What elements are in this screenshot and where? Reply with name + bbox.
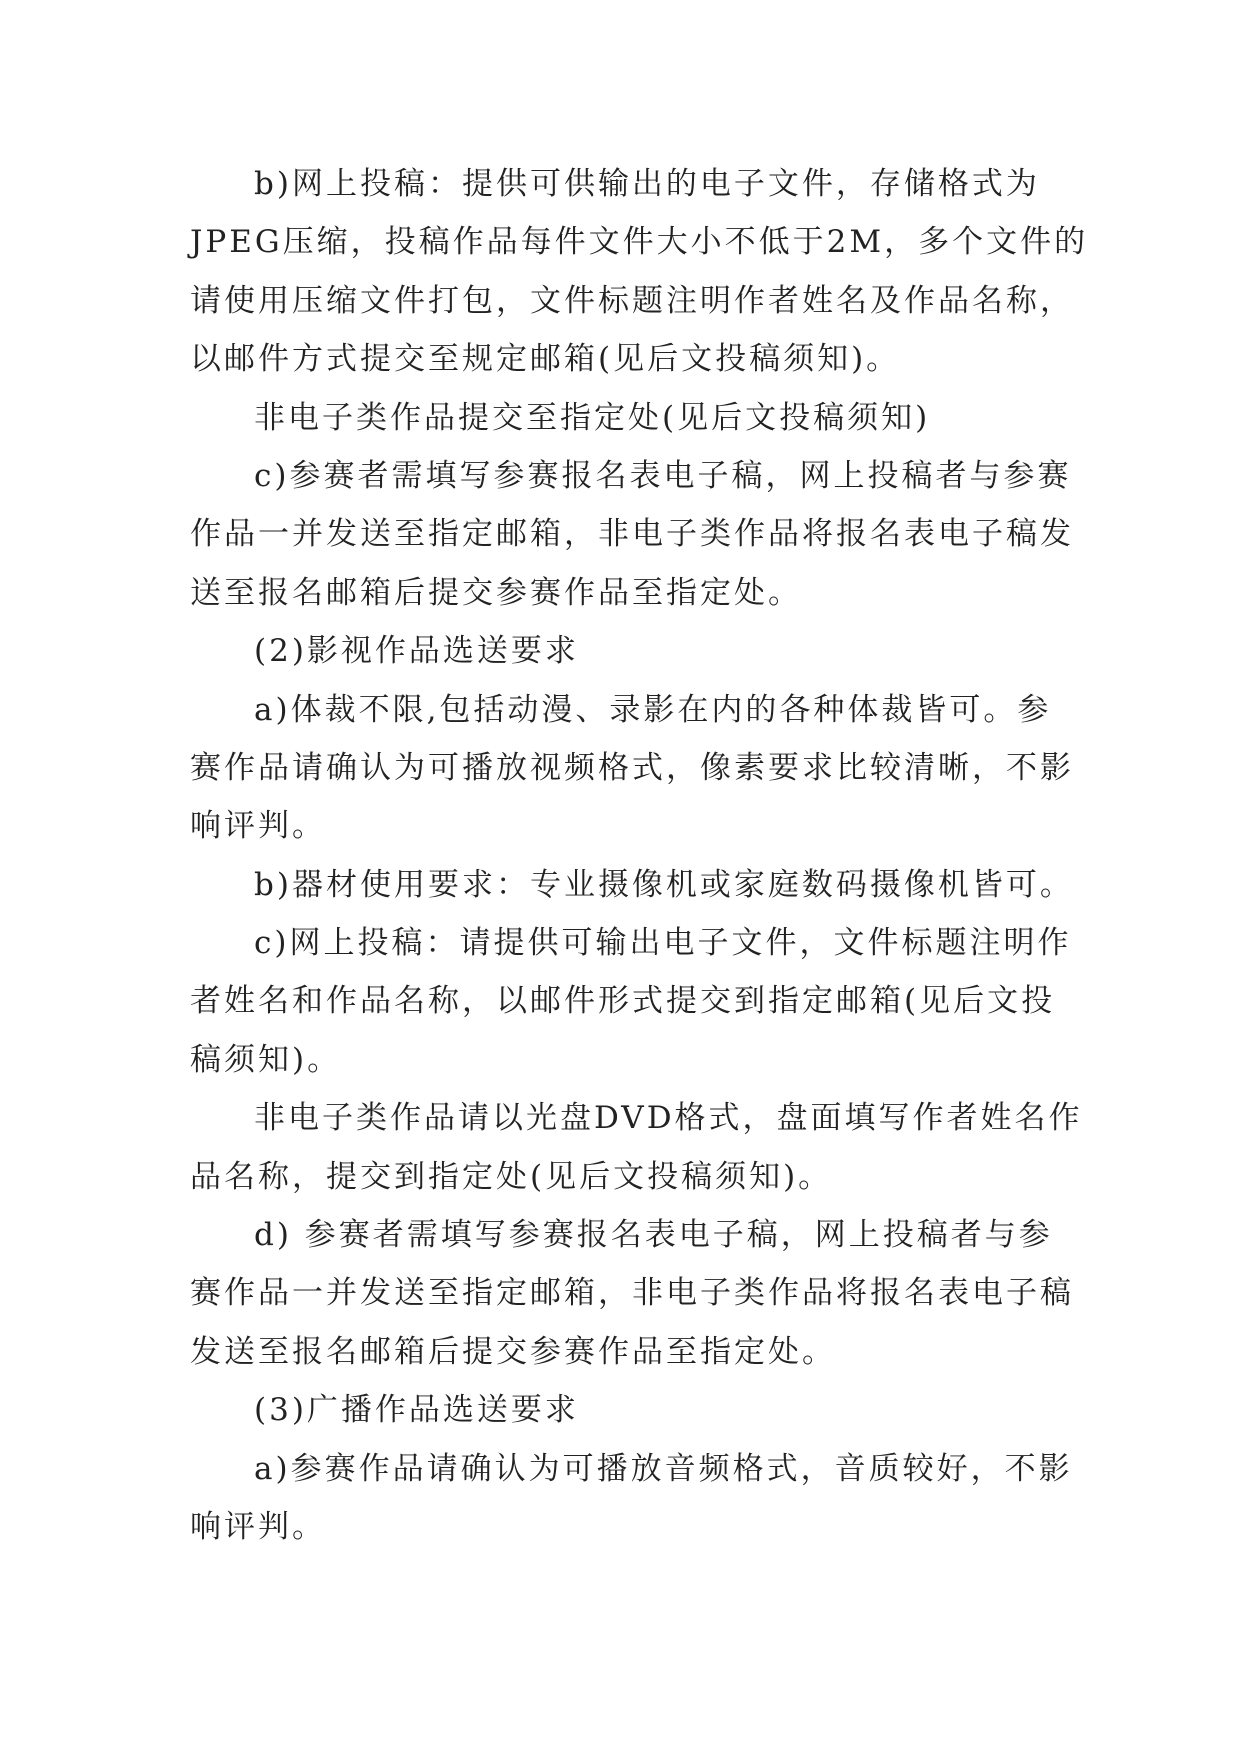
text-line: 非电子类作品请以光盘DVD格式，盘面填写作者姓名作 [254,1100,1083,1137]
text-line: 赛作品请确认为可播放视频格式，像素要求比较清晰，不影 [190,749,1074,786]
text-line: 响评判。 [190,808,326,845]
document-body [190,155,1089,1556]
text-line: 者姓名和作品名称，以邮件形式提交到指定邮箱(见后文投 [190,983,1056,1020]
text-line: JPEG压缩，投稿作品每件文件大小不低于2M，多个文件的 [190,224,1089,261]
text-line: b)器材使用要求：专业摄像机或家庭数码摄像机皆可。 [254,866,1074,903]
text-line: 品名称，提交到指定处(见后文投稿须知)。 [190,1158,833,1195]
text-line: 响评判。 [190,1508,326,1545]
text-line: b)网上投稿：提供可供输出的电子文件，存储格式为 [254,166,1040,202]
text-line: c)网上投稿：请提供可输出电子文件，文件标题注明作 [254,925,1072,962]
text-line: 送至报名邮箱后提交参赛作品至指定处。 [190,574,802,611]
section-heading: (3)广播作品选送要求 [254,1392,579,1429]
text-line: 请使用压缩文件打包，文件标题注明作者姓名及作品名称， [190,282,1074,319]
text-line: 作品一并发送至指定邮箱，非电子类作品将报名表电子稿发 [190,516,1074,553]
section-heading: (2)影视作品选送要求 [254,633,579,670]
text-line: a)体裁不限,包括动漫、录影在内的各种体裁皆可。参 [254,691,1052,728]
text-line: 以邮件方式提交至规定邮箱(见后文投稿须知)。 [190,341,901,378]
text-line: 发送至报名邮箱后提交参赛作品至指定处。 [190,1333,836,1370]
text-line: d) 参赛者需填写参赛报名表电子稿，网上投稿者与参 [254,1217,1053,1254]
text-line: a)参赛作品请确认为可播放音频格式，音质较好，不影 [254,1450,1073,1487]
text-line: c)参赛者需填写参赛报名表电子稿，网上投稿者与参赛 [254,457,1072,494]
text-line: 赛作品一并发送至指定邮箱，非电子类作品将报名表电子稿 [190,1275,1074,1312]
text-line: 稿须知)。 [190,1041,342,1078]
text-line: 非电子类作品提交至指定处(见后文投稿须知) [254,399,931,436]
